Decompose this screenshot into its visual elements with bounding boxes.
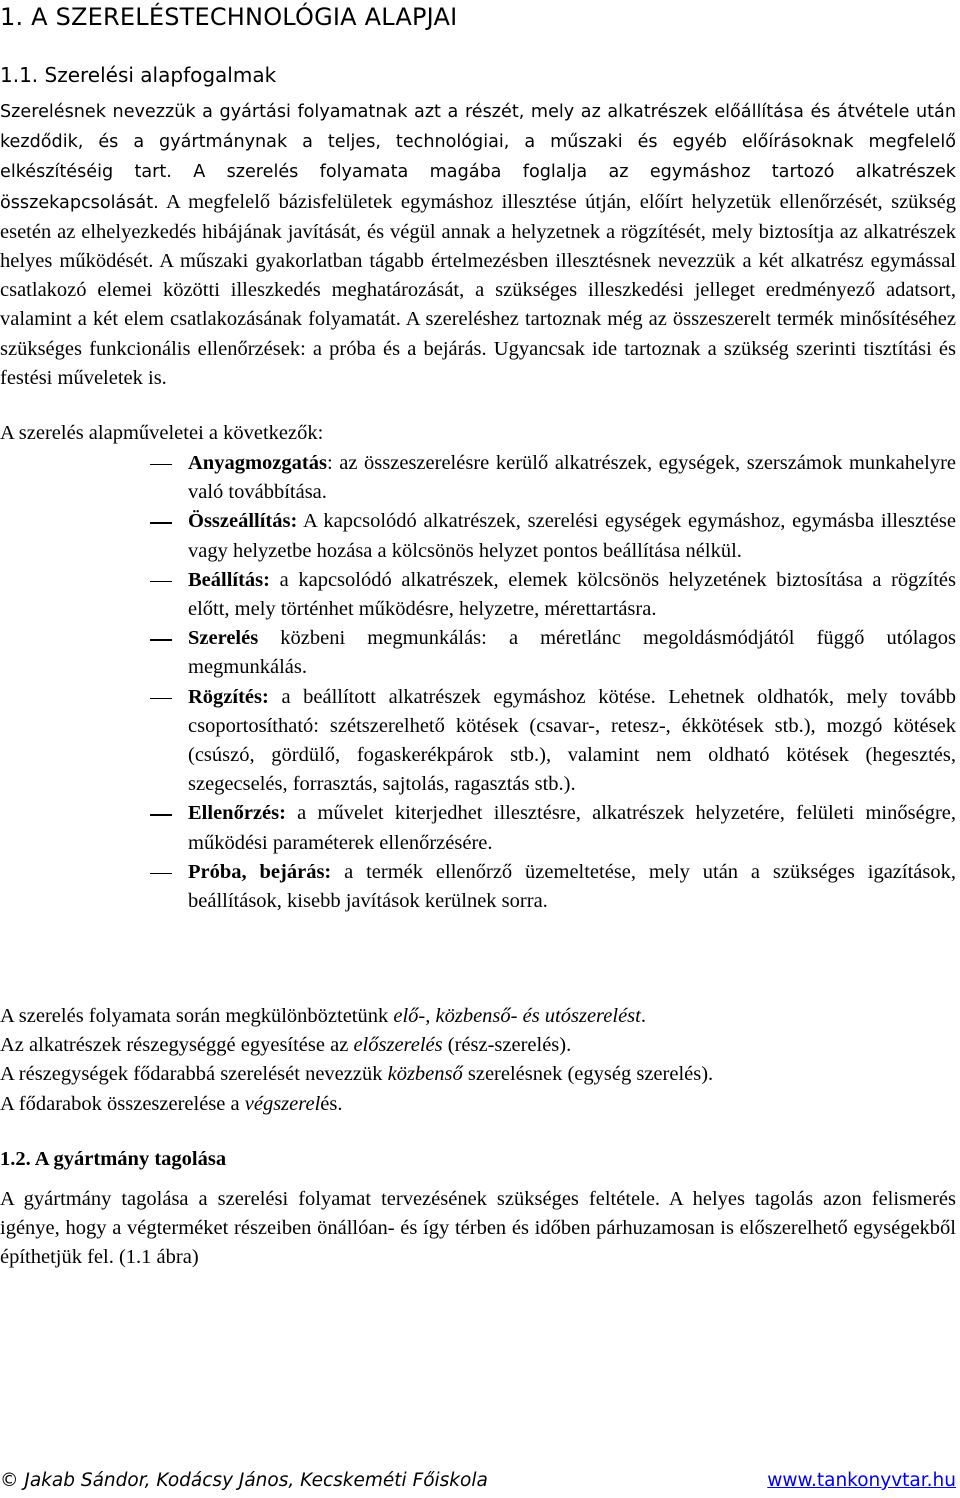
operation-term: Ellenőrzés: [188,802,286,825]
assembly-phases [0,1002,960,1119]
operation-text: az összeszerelésre kerülő alkatrészek, egységek, szerszámok munkahelyre való továbbítása. [188,452,956,504]
phase-line [0,1002,960,1031]
section-title-1-2: 1.2. A gyártmány tagolása [0,1148,227,1170]
list-item [0,858,956,916]
list-item [0,566,956,624]
footer-credits [0,1470,488,1491]
operation-term: Rögzítés: [188,685,269,708]
phase-text: és. [320,1092,343,1115]
intro-sans-text: Szerelésnek nevezzük a gyártási folyamatnak azt a részét, mely az alkatrészek előállítása és átvétele után kezdődik, és a gyártmánynak a teljes, technológiai, a műszaki és egyéb előírásoknak megfelelő elkészítéséig tart. A szerelés folyamata magába foglalja az egymáshoz tartozó alkatrészek összekapcsolását. [0,102,956,213]
phase-text: A részegységek fődarabbá szerelését nevezzük [0,1063,388,1086]
operation-text: A kapcsolódó alkatrészek, szerelési egységek egymáshoz, egymásba illesztése vagy helyzetbe hozása a kölcsönös helyzet pontos beállítása nélkül. [188,510,956,562]
intro-paragraph [0,97,956,393]
dash-bullet-icon [150,639,172,640]
dash-bullet-icon [150,522,172,523]
operation-term: Összeállítás: [188,510,298,533]
phase-emphasis: végszerel [244,1092,321,1115]
dash-bullet-icon [150,698,172,699]
list-item [0,449,956,507]
intro-serif-text: A megfelelő bázisfelületek egymáshoz illesztése útján, előírt helyzetük ellenőrzését, szükség esetén az elhelyezkedés hibájának javítását, és végül annak a helyzetnek a rögzítését, mely biztosítja az alkatrészek helyes működését. A műszaki gyakorlatban tágabb értelmezésben illesztésnek nevezzük a két alkatrész egymással csatlakozó elemei közötti illeszkedés meghatározását, a szükséges illeszkedési jelleget eredményező adatsort, valamint a két elem csatlakozásának folyamatát. A szereléshez tartoznak még az összeszerelt termék minősítéséhez szükséges funkcionális ellenőrzések: a próba és a bejárás. Ugyancsak ide tartoznak a szükség szerinti tisztítási és festési műveletek is. [0,190,957,389]
phase-line [0,1090,960,1119]
phase-line [0,1031,960,1060]
dash-bullet-icon [150,581,172,582]
phase-text: Az alkatrészek részegységgé egyesítése az [0,1034,354,1057]
product-structure-paragraph: A gyártmány tagolása a szerelési folyamat tervezésének szükséges feltétele. A helyes tagolás azon felismerés igénye, hogy a végterméket részeiben önállóan- és így térben és időben párhuzamosan is előszerelhető egységekből építhetjük fel. (1.1 ábra) [0,1188,956,1269]
list-item [0,683,956,800]
operation-term: Beállítás: [188,568,270,591]
list-item [0,507,956,565]
copyright-icon: © [0,1470,19,1491]
phase-emphasis: előszerelés [353,1034,443,1057]
section-title-1-1: 1.1. Szerelési alapfogalmak [0,63,277,87]
operation-term: Szerelés [188,627,259,650]
phase-text: A szerelés folyamata során megkülönböztetünk [0,1005,394,1027]
footer-link[interactable]: www.tankonyvtar.hu [767,1470,956,1491]
operations-intro: A szerelés alapműveletei a következők: [0,422,324,444]
operation-sep: : [326,452,333,474]
operations-list [0,449,960,916]
list-item [0,624,956,682]
dash-bullet-icon [150,464,172,465]
list-item [0,799,956,857]
operation-text: a beállított alkatrészek egymáshoz kötése. Lehetnek oldhatók, mely tovább csoportosítható: szétszerelhető kötések (csavar-, retesz-, ékkötések stb.), mozgó kötések (csúszó, gördülő, fogaskerékpárok stb.), valamint nem oldható kötések (hegesztés, szegecselés, forrasztás, sajtolás, ragasztás stb.). [188,685,956,796]
operation-term: Próba, bejárás: [188,860,332,883]
chapter-title: 1. A SZERELÉSTECHNOLÓGIA ALAPJAI [0,3,458,31]
phase-line [0,1060,960,1089]
operation-term: Anyagmozgatás [188,452,327,474]
page-footer [0,1470,960,1498]
operation-text: a termék ellenőrző üzemeltetése, mely után a szükséges igazítások, beállítások, kisebb javítások kerülnek sorra. [188,860,956,913]
phase-emphasis: elő-, közbenső- és utószerelést [393,1005,641,1027]
dash-bullet-icon [150,814,172,815]
phase-text: (rész-szerelés). [442,1034,572,1057]
footer-authors: Jakab Sándor, Kodácsy János, Kecskeméti Főiskola [18,1470,488,1491]
phase-text: szerelésnek (egység szerelés). [462,1063,714,1086]
phase-emphasis: közbenső [387,1063,463,1086]
operation-text: a kapcsolódó alkatrészek, elemek kölcsönös helyzetének biztosítása a rögzítés előtt, mely történhet működésre, helyzetre, mérettartásra. [188,568,956,621]
phase-text: . [640,1005,646,1027]
operation-text: közbeni megmunkálás: a méretlánc megoldásmódjától függő utólagos megmunkálás. [188,627,956,679]
phase-text: A fődarabok összeszerelése a [0,1092,245,1115]
operation-text: a művelet kiterjedhet illesztésre, alkatrészek helyzetére, felületi minőségre, működési paraméterek ellenőrzésére. [188,802,956,854]
dash-bullet-icon [150,873,172,874]
